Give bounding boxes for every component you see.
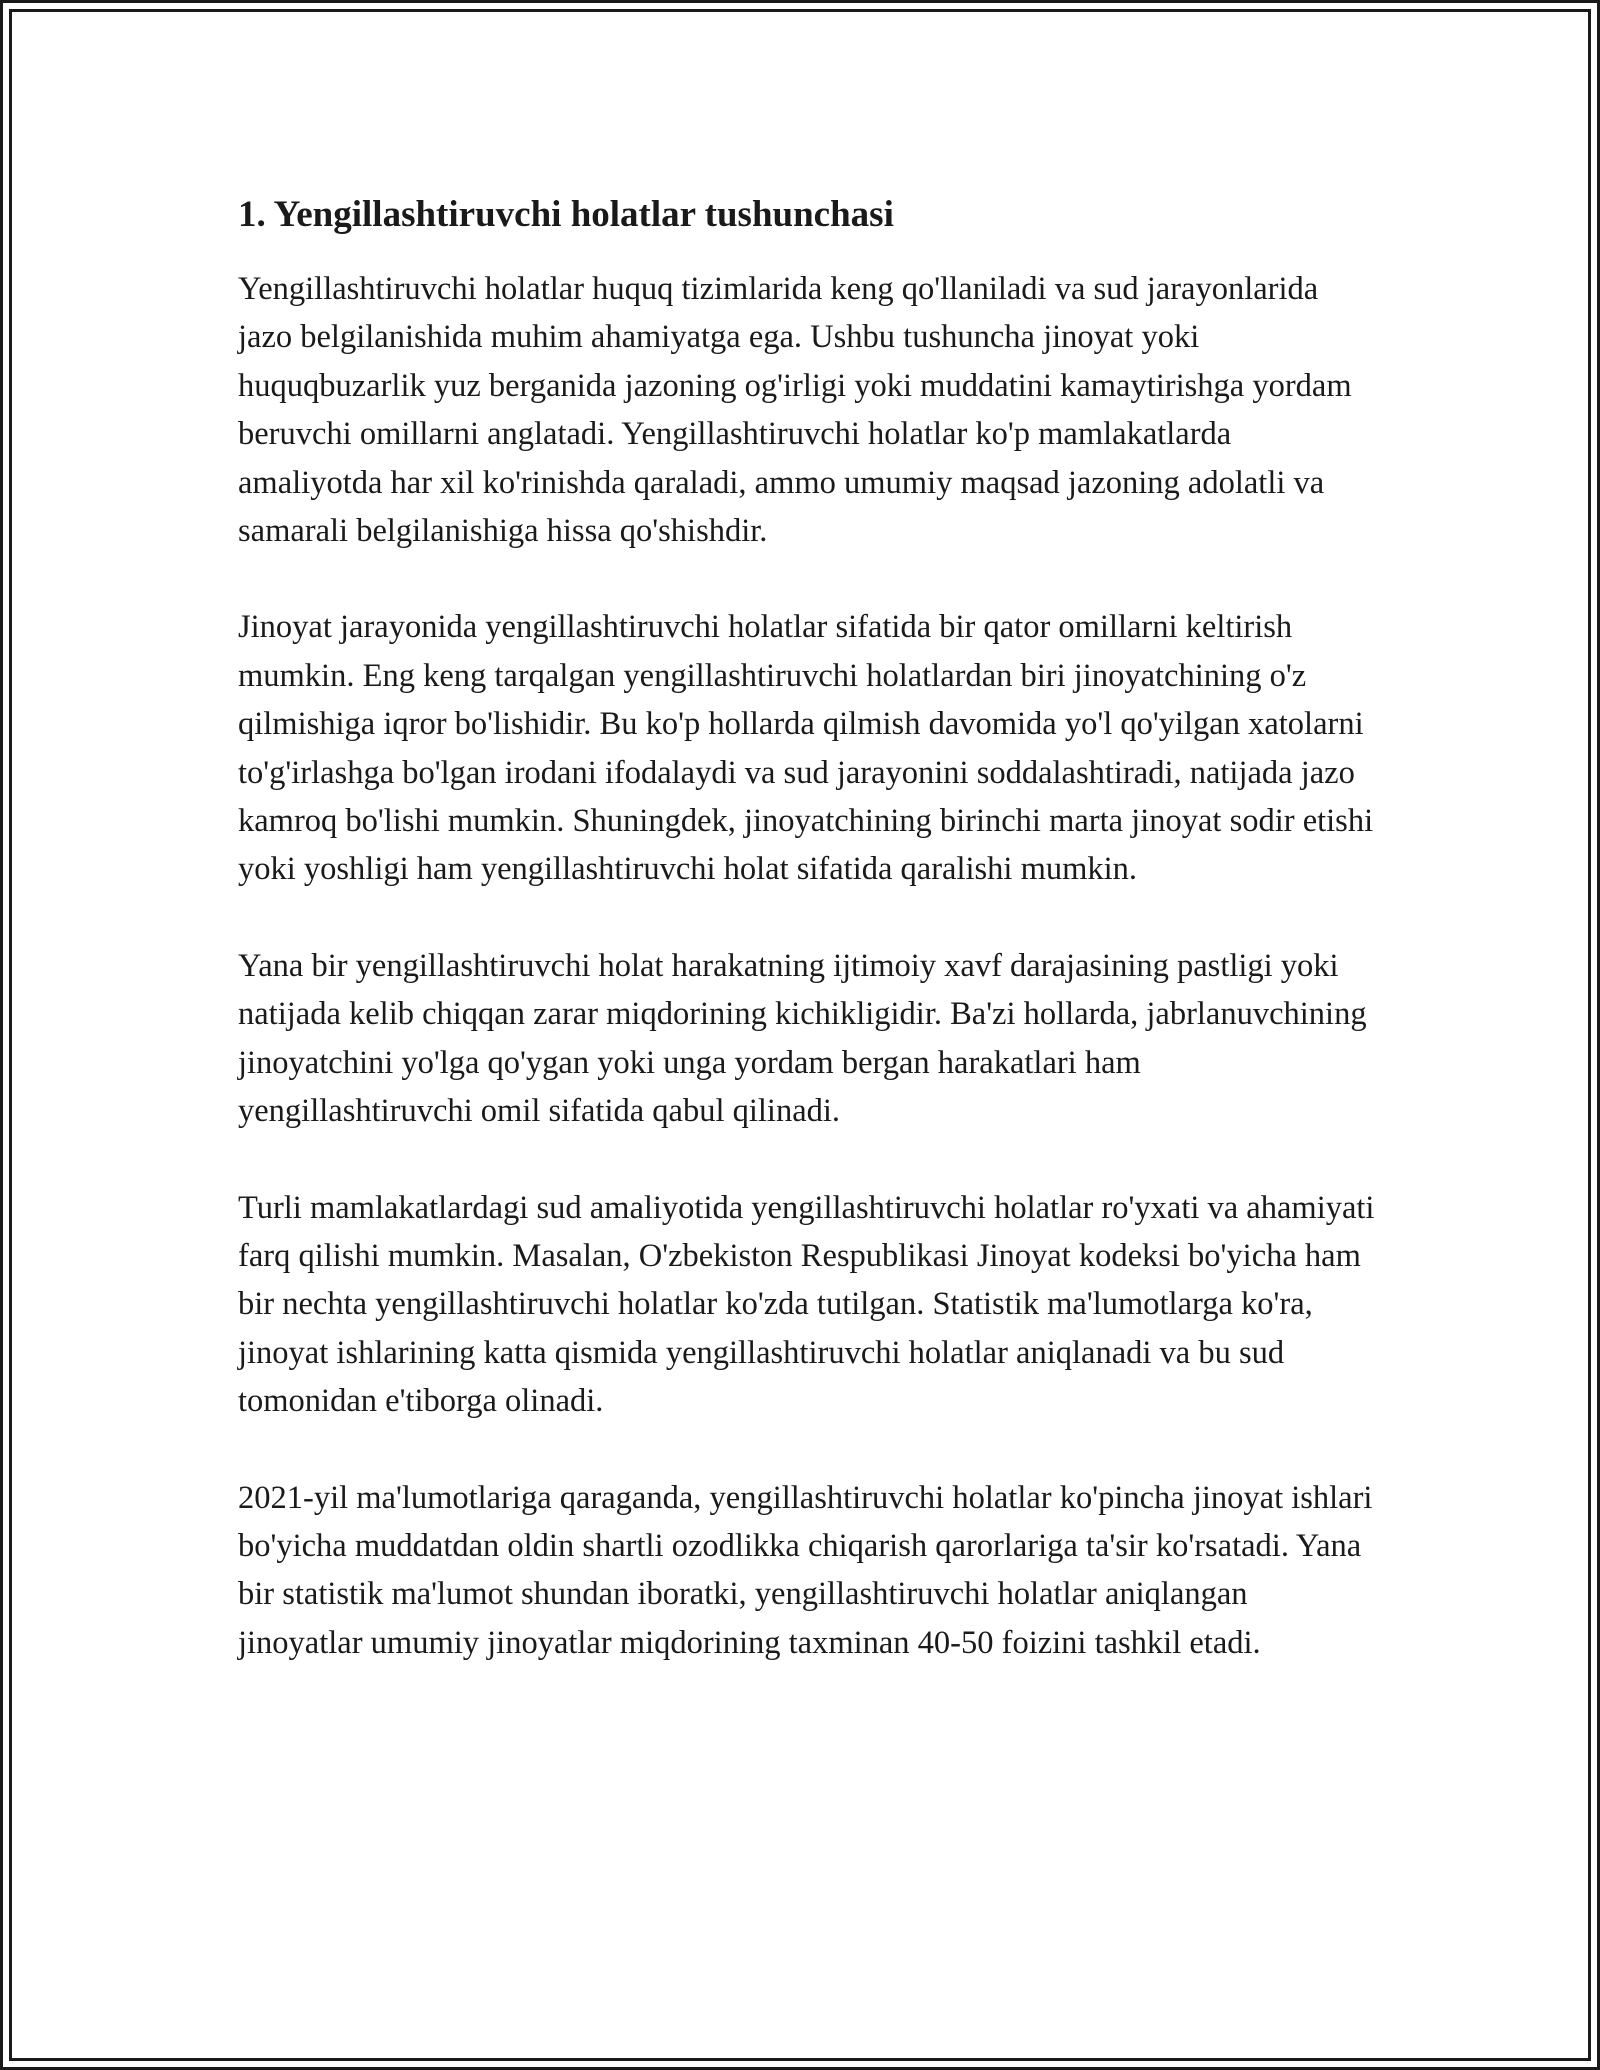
paragraph-2: Jinoyat jarayonida yengillashtiruvchi holatlar sifatida bir qator omillarni keltirish mumkin. Eng keng tarqalgan yengillashtiruvchi holatlardan biri jinoyatchining o'z qilmishiga iqror bo'lishidir. Bu ko'p hollarda qilmish davomida yo'l qo'yilgan xatolarni to'g'irlashga bo'lgan irodani ifodalaydi va sud jarayonini soddalashtiradi, natijada jazo kamroq bo'lishi mumkin. Shuningdek, jinoyatchining birinchi marta jinoyat sodir etishi yoki yoshligi ham yengillashtiruvchi holat sifatida qaralishi mumkin. [238, 609, 1374, 888]
paragraph-1: Yengillashtiruvchi holatlar huquq tizimlarida keng qo'llaniladi va sud jarayonlarida jazo belgilanishida muhim ahamiyatga ega. Ushbu tushuncha jinoyat yoki huquqbuzarlik yuz berganida jazoning og'irligi yoki muddatini kamaytirishga yordam beruvchi omillarni anglatadi. Yengillashtiruvchi holatlar ko'p mamlakatlarda amaliyotda har xil ko'rinishda qaraladi, ammo umumiy maqsad jazoning adolatli va samarali belgilanishiga hissa qo'shishdir. [238, 271, 1352, 550]
paragraph-5: 2021-yil ma'lumotlariga qaraganda, yengillashtiruvchi holatlar ko'pincha jinoyat ishlari bo'yicha muddatdan oldin shartli ozodlikka chiqarish qarorlariga ta'sir ko'rsatadi. Yana bir statistik ma'lumot shundan iboratki, yengillashtiruvchi holatlar aniqlangan jinoyatlar umumiy jinoyatlar miqdorining taxminan 40-50 foizini tashkil etadi. [238, 1479, 1373, 1661]
paragraph-4: Turli mamlakatlardagi sud amaliyotida yengillashtiruvchi holatlar ro'yxati va ahamiyati farq qilishi mumkin. Masalan, O'zbekiston Respublikasi Jinoyat kodeksi bo'yicha ham bir nechta yengillashtiruvchi holatlar ko'zda tutilgan. Statistik ma'lumotlarga ko'ra, jinoyat ishlarining katta qismida yengillashtiruvchi holatlar aniqlanadi va bu sud tomonidan e'tiborga olinadi. [238, 1189, 1375, 1420]
section-heading: 1. Yengillashtiruvchi holatlar tushunchasi [238, 194, 894, 235]
paragraph-3: Yana bir yengillashtiruvchi holat harakatning ijtimoiy xavf darajasining pastligi yoki natijada kelib chiqqan zarar miqdorining kichikligidir. Ba'zi hollarda, jabrlanuvchining jinoyatchini yo'lga qo'ygan yoki unga yordam bergan harakatlari ham yengillashtiruvchi omil sifatida qabul qilinadi. [238, 947, 1367, 1130]
document-body [238, 189, 1378, 1715]
